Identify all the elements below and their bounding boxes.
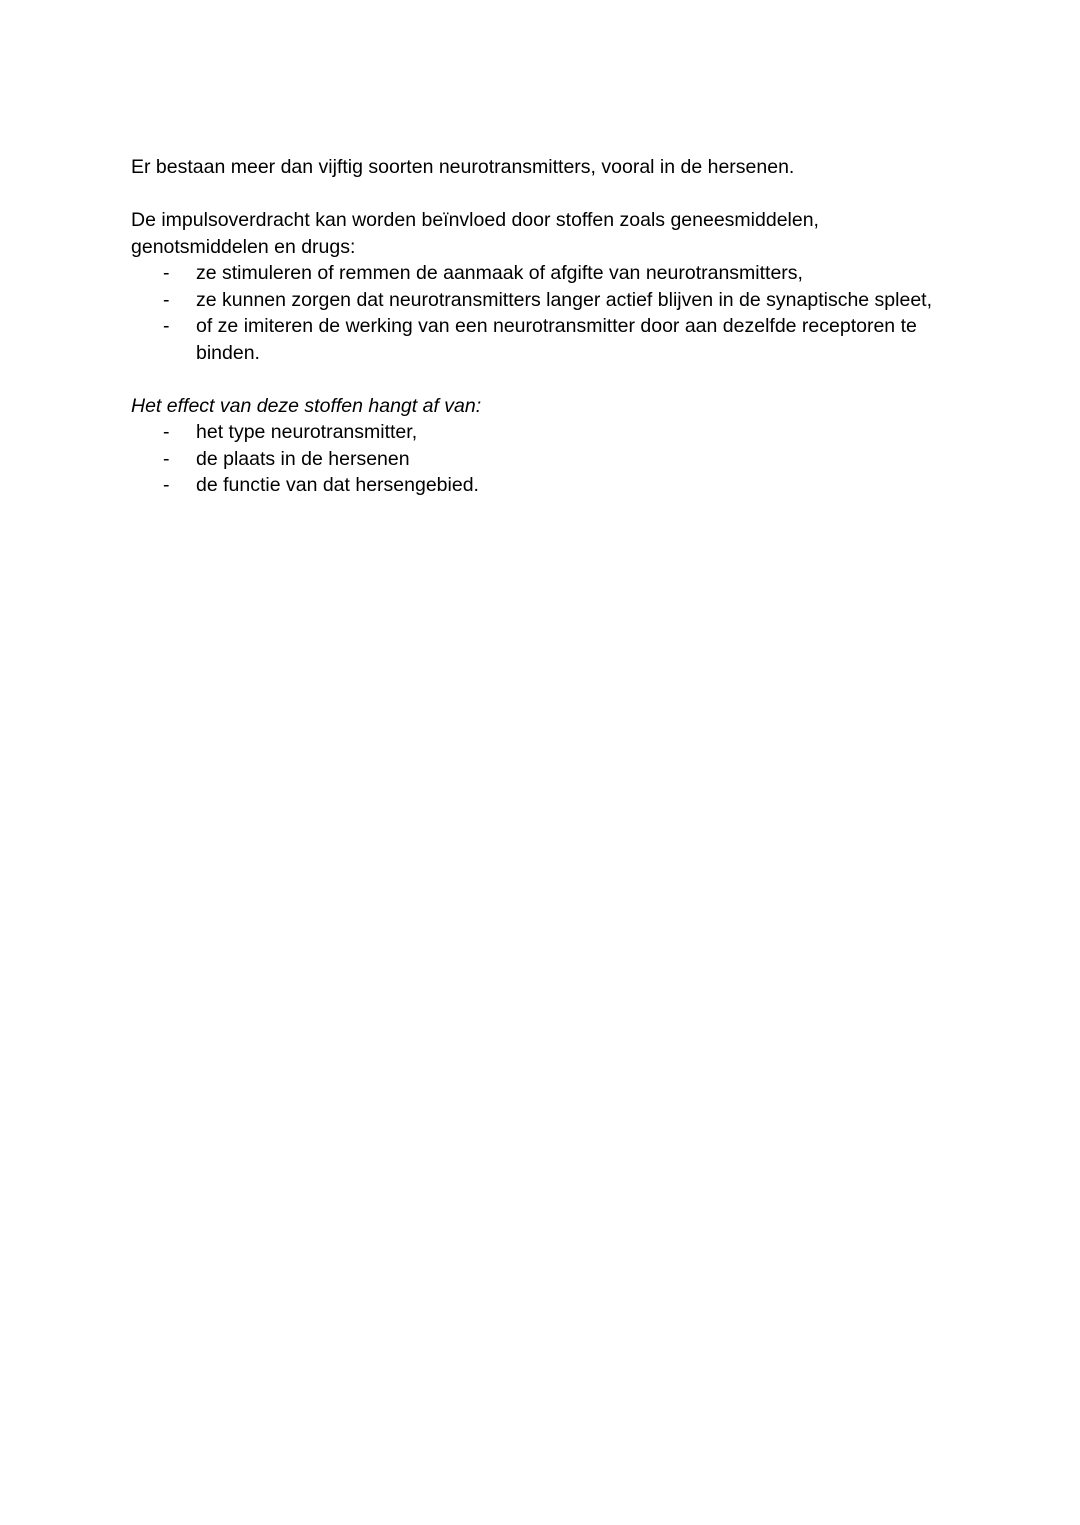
list-item (131, 287, 991, 314)
list-item-text: ze kunnen zorgen dat neurotransmitters langer actief blijven in de synaptische spleet, (196, 288, 933, 311)
paragraph-spacer (131, 181, 991, 208)
list-item-text: ze stimuleren of remmen de aanmaak of afgifte van neurotransmitters, (196, 262, 803, 284)
effect-factors-list (131, 419, 991, 499)
bullet-dash: - (163, 447, 170, 470)
list-item (131, 313, 941, 366)
paragraph-neurotransmitter-count: Er bestaan meer dan vijftig soorten neurotransmitters, vooral in de hersenen. (131, 156, 795, 178)
list-item-text: het type neurotransmitter, (196, 421, 418, 443)
list-item-text: de functie van dat hersengebied. (196, 474, 479, 496)
paragraph-spacer (131, 366, 991, 393)
list-item-text: de plaats in de hersenen (196, 447, 410, 470)
list-item (131, 446, 991, 473)
document-page (131, 154, 991, 499)
list-item (131, 472, 991, 499)
bullet-dash: - (163, 315, 170, 337)
bullet-dash: - (163, 262, 170, 284)
list-item (131, 260, 991, 287)
list-item-text: of ze imiteren de werking van een neurotransmitter door aan dezelfde receptoren te binden. (196, 315, 917, 364)
influence-list (131, 260, 991, 366)
bullet-dash: - (163, 474, 170, 496)
bullet-dash: - (163, 421, 170, 443)
bullet-dash: - (163, 288, 170, 311)
paragraph-impulse-transfer: De impulsoverdracht kan worden beïnvloed door stoffen zoals geneesmiddelen, genotsmiddelen en drugs: (131, 209, 819, 258)
effect-heading: Het effect van deze stoffen hangt af van: (131, 394, 482, 417)
list-item (131, 419, 991, 446)
